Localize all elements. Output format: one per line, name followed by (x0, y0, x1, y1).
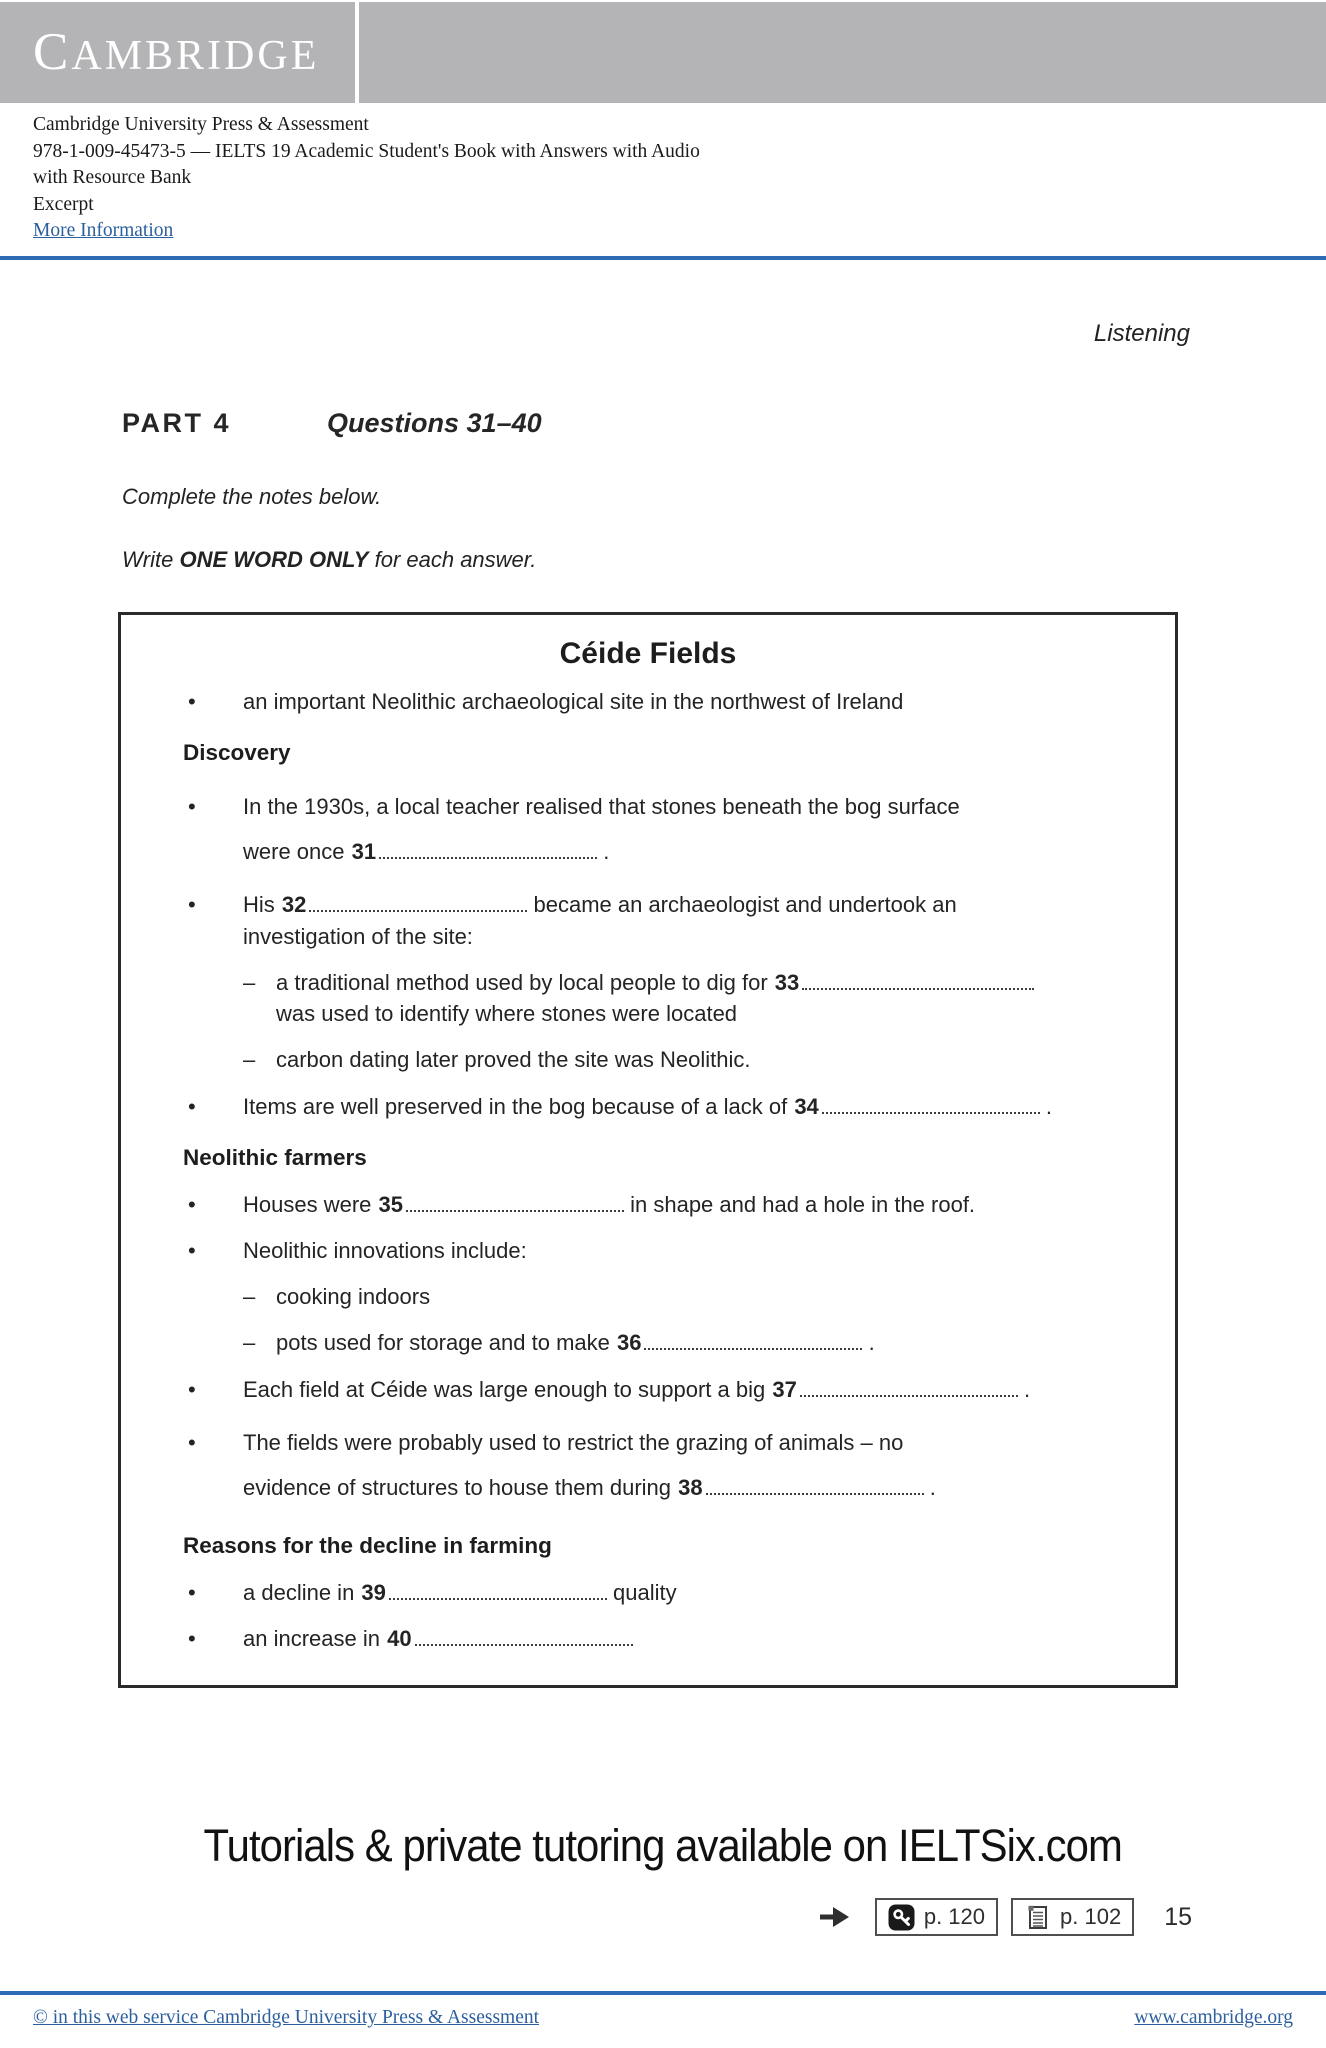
note-item: • an important Neolithic archaeological site in the northwest of Ireland (243, 686, 1175, 717)
note-item: – a traditional method used by local people to dig for 33 was used to identify where stones were located (276, 967, 1175, 1029)
answer-blank (406, 1197, 624, 1212)
notes-section-heading: Reasons for the decline in farming (183, 1533, 552, 1559)
answer-blank (802, 975, 1034, 990)
note-item: • a decline in 39 quality (243, 1577, 1175, 1608)
header-banner (0, 2, 1326, 103)
answer-blank (800, 1382, 1018, 1397)
page-references (820, 1898, 1192, 1936)
note-item: – carbon dating later proved the site was Neolithic. (276, 1044, 1175, 1075)
dash-marker: – (243, 1047, 256, 1073)
answer-blank (379, 844, 597, 859)
question-number: 31 (351, 839, 377, 865)
arrow-icon (820, 1906, 850, 1928)
notes-section-heading: Neolithic farmers (183, 1144, 367, 1170)
note-item: • Neolithic innovations include: (243, 1235, 1175, 1266)
isbn-line: 978-1-009-45473-5 — IELTS 19 Academic Student's Book with Answers with Audio (33, 140, 700, 162)
publisher-line: Cambridge University Press & Assessment (33, 114, 369, 135)
bullet-marker: • (188, 689, 196, 714)
bullet-marker: • (188, 1237, 196, 1263)
top-rule (0, 256, 1326, 260)
bullet-marker: • (188, 892, 196, 918)
question-number: 32 (281, 892, 307, 918)
bullet-marker: • (188, 794, 196, 820)
bullet-marker: • (188, 1580, 196, 1605)
question-number: 40 (387, 1626, 412, 1652)
notepad-icon (1024, 1904, 1051, 1931)
cambridge-website-link[interactable]: www.cambridge.org (1134, 2007, 1293, 2028)
section-label: Listening (1093, 320, 1190, 347)
answer-blank (309, 897, 527, 912)
bullet-marker: • (188, 1626, 196, 1652)
copyright-link[interactable]: © in this web service Cambridge University Press & Assessment (33, 2007, 540, 2028)
question-number: 34 (794, 1093, 819, 1119)
part-heading (122, 408, 542, 439)
question-number: 37 (772, 1376, 797, 1402)
answer-blank (706, 1480, 924, 1495)
note-item: – pots used for storage and to make 36 . (276, 1327, 1175, 1358)
resource-bank-line: with Resource Bank (33, 167, 192, 188)
excerpt-line: Excerpt (33, 193, 94, 215)
notes-section-heading: Discovery (183, 740, 291, 766)
bullet-marker: • (188, 1191, 196, 1217)
bullet-marker: • (188, 1429, 196, 1455)
promo-text: Tutorials & private tutoring available on IELTSix.com (203, 1820, 1123, 1871)
note-item: • Each field at Céide was large enough to support a big 37 . (243, 1374, 1175, 1405)
question-number: 39 (361, 1580, 386, 1605)
note-item: – cooking indoors (276, 1281, 1175, 1312)
dash-marker: – (243, 1284, 256, 1310)
key-icon (888, 1904, 915, 1931)
instruction-suffix: for each answer. (368, 547, 537, 572)
questions-range-label: Questions 31–40 (327, 408, 542, 438)
note-item: • The fields were probably used to restrict the grazing of animals – no evidence of structures to house them during 38 . (243, 1420, 1175, 1510)
notes-box (118, 612, 1178, 1688)
notes-title: Céide Fields (559, 637, 737, 670)
bullet-marker: • (188, 1093, 196, 1119)
question-number: 38 (678, 1474, 703, 1500)
answer-blank (415, 1631, 633, 1646)
note-item: • In the 1930s, a local teacher realised that stones beneath the bog surface were once 31 . (243, 784, 1175, 874)
banner-divider (355, 2, 359, 103)
question-number: 36 (616, 1330, 642, 1356)
note-item: • Items are well preserved in the bog because of a lack of 34 . (243, 1091, 1175, 1122)
question-number: 35 (378, 1191, 403, 1217)
ref-page-label: p. 120 (923, 1904, 986, 1929)
answer-blank (644, 1335, 862, 1350)
ref-page-label: p. 102 (1060, 1904, 1122, 1929)
instruction-complete-notes: Complete the notes below. (122, 484, 382, 509)
note-item: • an increase in 40 (243, 1623, 1175, 1654)
question-number: 33 (774, 969, 800, 995)
more-information-link[interactable]: More Information (33, 220, 174, 241)
footer (33, 2007, 1293, 2029)
audioscript-reference (1011, 1898, 1134, 1936)
bottom-rule (0, 1991, 1326, 1995)
dash-marker: – (243, 1330, 256, 1356)
promo-banner (0, 1820, 1326, 1872)
answer-blank (822, 1099, 1040, 1114)
instruction-prefix: Write (122, 547, 180, 572)
dash-marker: – (243, 969, 256, 995)
note-item: • Houses were 35 in shape and had a hole in the roof. (243, 1189, 1175, 1220)
note-item: • His 32 became an archaeologist and undertook an investigation of the site: (243, 889, 1175, 951)
instruction-one-word (122, 547, 536, 573)
answer-key-reference (875, 1898, 998, 1936)
page-number: 15 (1164, 1902, 1192, 1931)
bibliographic-info (33, 112, 700, 245)
bullet-marker: • (188, 1376, 196, 1402)
answer-blank (389, 1585, 607, 1600)
notes-list (121, 686, 1175, 1654)
instruction-bold: ONE WORD ONLY (179, 547, 369, 572)
part-label: PART 4 (122, 408, 232, 438)
cambridge-logo: CAMBRIDGE (33, 23, 320, 81)
